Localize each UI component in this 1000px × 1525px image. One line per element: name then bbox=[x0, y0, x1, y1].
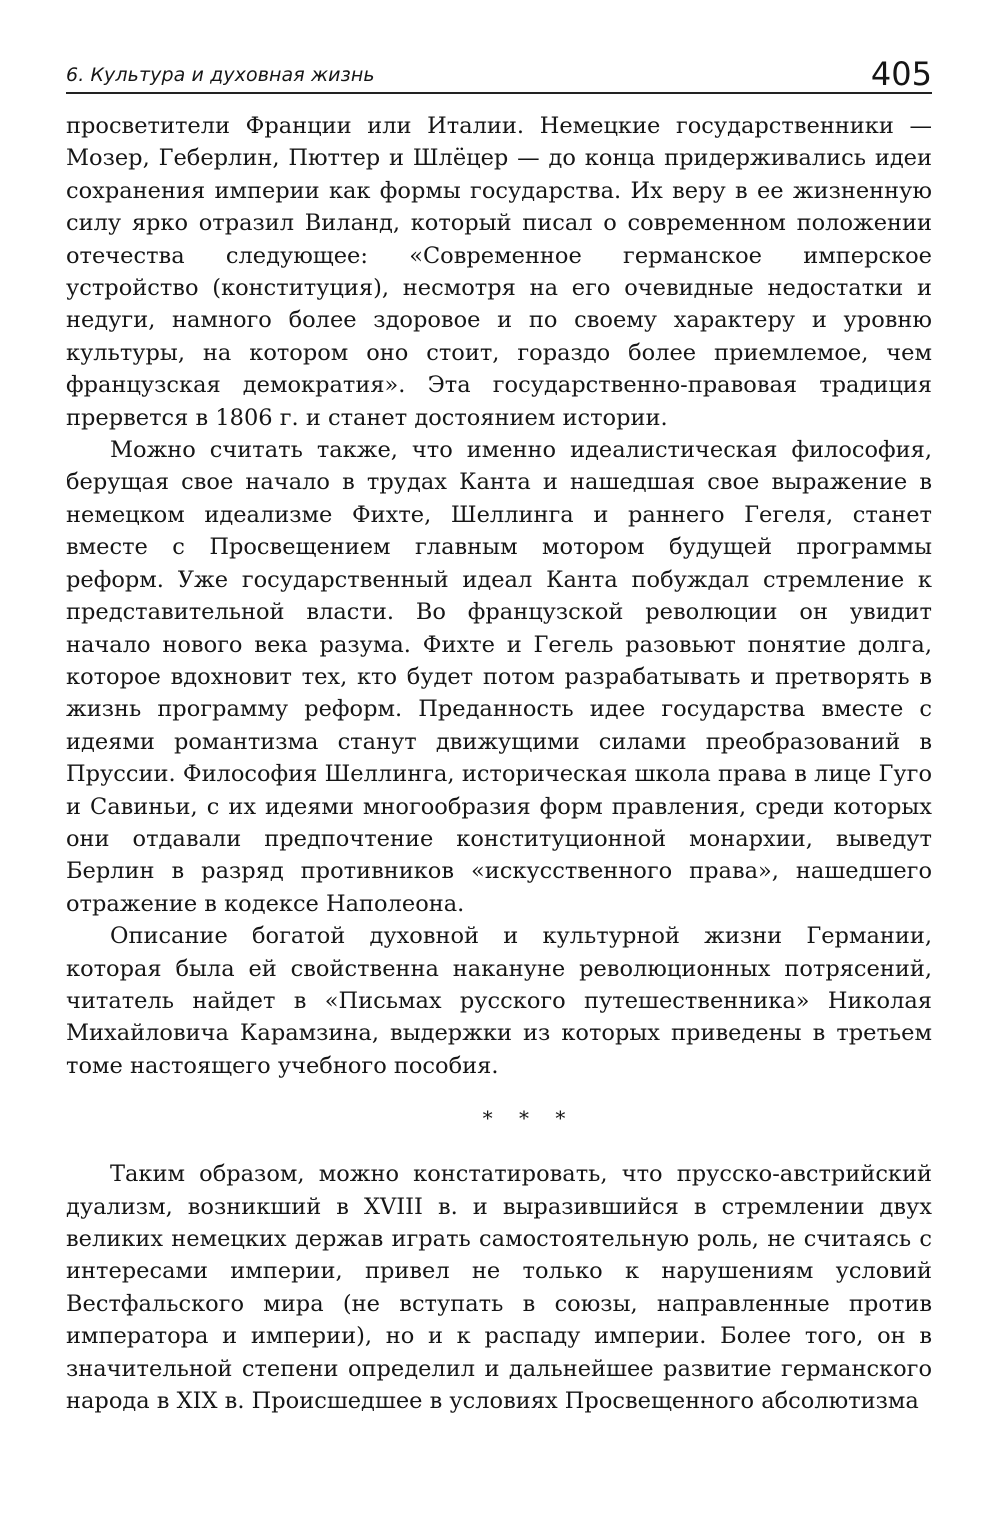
book-page bbox=[66, 48, 932, 1417]
running-title: 6. Культура и духовная жизнь bbox=[66, 64, 375, 86]
paragraph-continuation: просветители Франции или Италии. Немецкие государственники — Мозер, Геберлин, Пюттер и Шлёцер — до конца придерживались идеи сохранения империи как формы государства. Их веру в ее жизненную силу ярко отразил Виланд, который писал о современном положении отечества следующее: «Современное германское имперское устройство (конституция), несмотря на его очевидные недостатки и недуги, намного более здоровое и по своему характеру и уровню культуры, на котором оно стоит, гораздо более приемлемое, чем французская демократия». Эта государственно-правовая традиция прервется в 1806 г. и станет достоянием истории. bbox=[66, 113, 932, 431]
paragraph-conclusion: Таким образом, можно констатировать, что прусско-австрийский дуализм, возникший в XVIII в. и выразившийся в стремлении двух великих немецких держав играть самостоятельную роль, не считаясь с интересами империи, привел не только к нарушениям условий Вестфальского мира (не вступать в союзы, направленные против императора и империи), но и к распаду империи. Более того, он в значительной степени определил и дальнейшее развитие германского народа в XIX в. Происшедшее в условиях Просвещенного абсолютизма bbox=[66, 1161, 932, 1415]
body-text bbox=[66, 110, 932, 1417]
page-header bbox=[66, 48, 932, 94]
paragraph-idealism: Можно считать также, что именно идеалистическая философия, берущая свое начало в трудах Канта и нашедшая свое выражение в немецком идеализме Фихте, Шеллинга и раннего Гегеля, станет вместе с Просвещением главным мотором будущей программы реформ. Уже государственный идеал Канта побуждал стремление к представительной власти. Во французской революции он увидит начало нового века разума. Фихте и Гегель разовьют понятие долга, которое вдохновит тех, кто будет потом разрабатывать и претворять в жизнь программу реформ. Преданность идее государства вместе с идеями романтизма станут движущими силами преобразований в Пруссии. Философия Шеллинга, историческая школа права в лице Гуго и Савиньи, с их идеями многообразия форм правления, среди которых они отдавали предпочтение конституционной монархии, выведут Берлин в разряд противников «искусственного права», нашедшего отражение в кодексе Наполеона. bbox=[66, 437, 932, 917]
paragraph-karamzin: Описание богатой духовной и культурной жизни Германии, которая была ей свойственна накануне революционных потрясений, читатель найдет в «Письмах русского путешественника» Николая Михайловича Карамзина, выдержки из которых приведены в третьем томе настоящего учебного пособия. bbox=[66, 923, 932, 1079]
section-separator: * * * bbox=[482, 1106, 576, 1131]
page-number: 405 bbox=[870, 55, 932, 93]
